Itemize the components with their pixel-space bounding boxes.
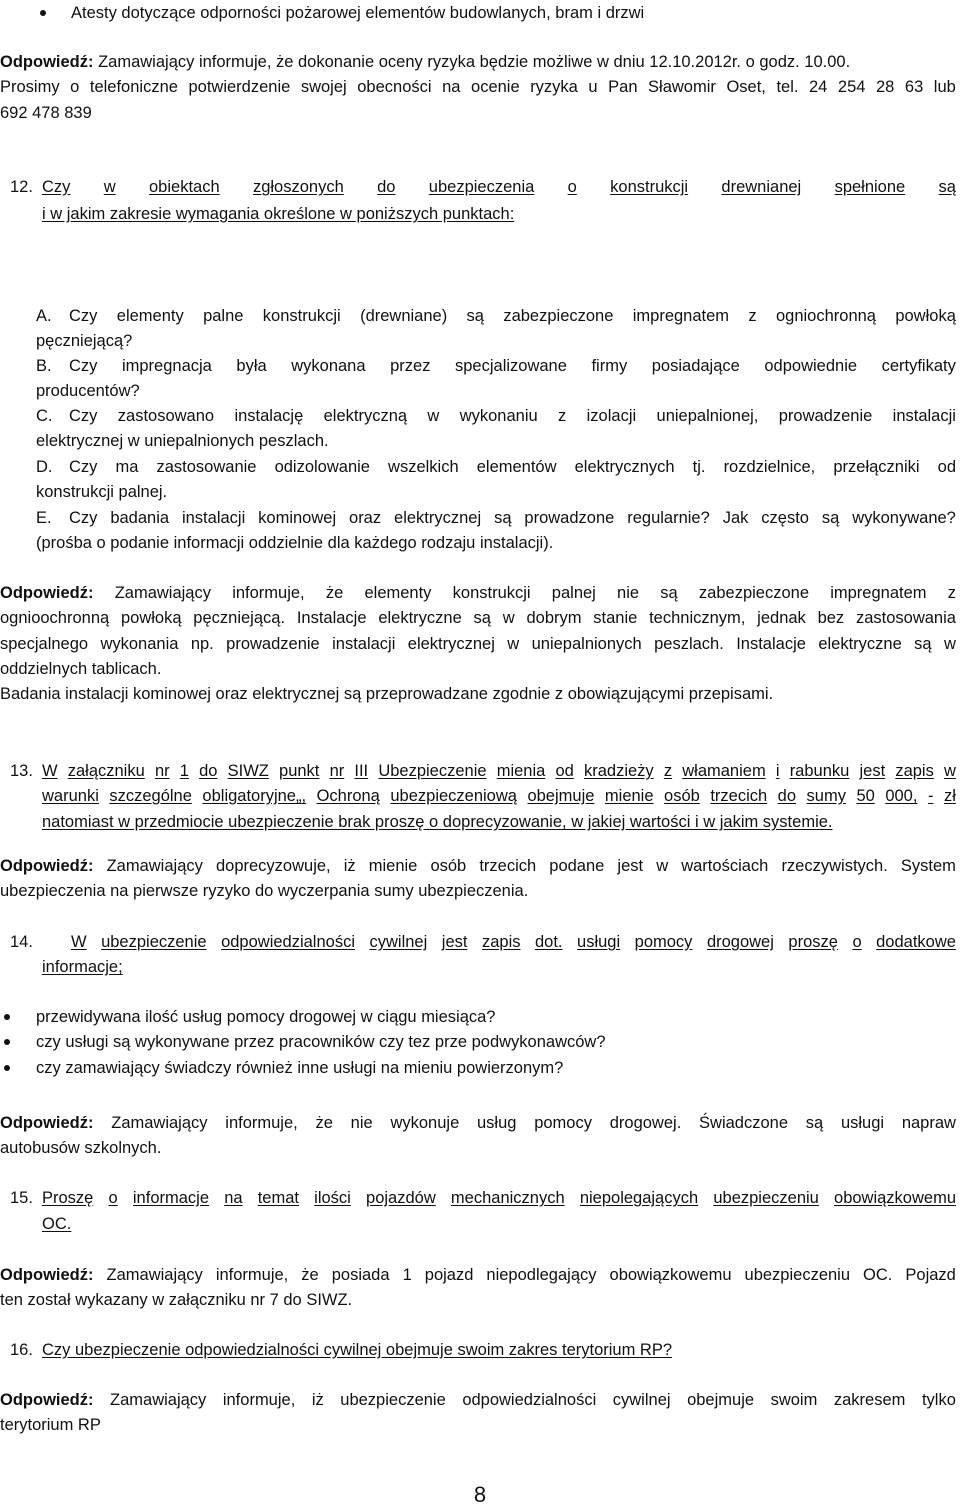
word: powłoką — [895, 307, 956, 325]
subquestion-c-letter: C. — [36, 407, 53, 425]
word: punkt — [279, 762, 320, 780]
question-15-line-2: OC. — [42, 1215, 72, 1233]
word: zapis — [481, 933, 521, 951]
word: jest — [441, 933, 468, 951]
word: są — [473, 609, 491, 627]
word: prowadzenie — [778, 407, 873, 425]
word: usługi — [840, 1114, 885, 1132]
answer-15-line-1 — [0, 1265, 956, 1285]
word: iż — [343, 857, 356, 875]
word: ryzyka — [530, 78, 578, 96]
word: rabunku — [789, 762, 850, 780]
word: o — [70, 78, 80, 96]
word: przez — [390, 357, 431, 375]
word: trzecich — [479, 857, 537, 875]
word: impregnatem — [830, 584, 927, 602]
bullet-marker — [4, 1014, 10, 1020]
word: w — [502, 609, 515, 627]
word: regularnie? — [627, 509, 710, 527]
subquestion-b-letter: B. — [36, 357, 52, 375]
word: informuje, — [225, 1114, 298, 1132]
word: zabezpieczone — [503, 307, 614, 325]
word: impregnacja — [121, 357, 212, 375]
word: Czy — [69, 407, 98, 425]
word: zastosowanie — [156, 458, 257, 476]
word: wykonywane? — [852, 509, 956, 527]
word: telefoniczne — [89, 78, 178, 96]
word: mechanicznych — [450, 1189, 565, 1207]
word: przełączniki — [833, 458, 920, 476]
word: Sławomir — [648, 78, 716, 96]
word: System — [900, 857, 956, 875]
answer-11-line-3: 692 478 839 — [0, 104, 92, 122]
word: drewnianej — [721, 178, 802, 196]
word: są — [494, 509, 512, 527]
word: lub — [933, 78, 956, 96]
answer-label: Odpowiedź: — [0, 1114, 94, 1132]
word: drogowej — [706, 933, 774, 951]
word: Zamawiający — [110, 1391, 207, 1409]
word: pęczniejącą. — [193, 609, 286, 627]
question-14-bullet: czy zamawiający świadczy również inne usługi na mieniu powierzonym? — [36, 1059, 564, 1077]
word: instalacji — [181, 509, 246, 527]
word: cywilnej — [612, 1391, 671, 1409]
word: zgłoszonych — [252, 178, 344, 196]
question-13-line-2 — [42, 786, 956, 806]
word: elementów — [476, 458, 557, 476]
word: z — [947, 584, 956, 602]
word: że — [301, 1266, 319, 1284]
word: drogowej. — [609, 1114, 682, 1132]
word: wykonana — [291, 357, 366, 375]
word: elektrycznej — [394, 509, 482, 527]
word: niepolegających — [579, 1189, 699, 1207]
word: w — [944, 762, 956, 780]
word: wszelkich — [388, 458, 459, 476]
word: w — [656, 857, 669, 875]
word: Czy — [69, 307, 98, 325]
word: do — [777, 787, 797, 805]
word: do — [377, 178, 396, 196]
word: zakresem — [833, 1391, 906, 1409]
word: nr — [154, 762, 170, 780]
word: z — [558, 407, 567, 425]
word: są — [821, 509, 840, 527]
word: jest — [859, 762, 886, 780]
word: do — [199, 762, 218, 780]
word: instalację — [234, 407, 304, 425]
word: zastosowano — [117, 407, 215, 425]
word: jest — [617, 857, 644, 875]
word: ognioochronną — [0, 609, 110, 627]
subquestion-b-line-1 — [69, 356, 956, 376]
word: prowadzone — [524, 509, 615, 527]
word: obligatoryjne„, — [202, 787, 307, 805]
word: Ubezpieczenie — [378, 762, 487, 780]
word: tylko — [921, 1391, 956, 1409]
word: wykonaniu — [459, 407, 538, 425]
word: często — [761, 509, 809, 527]
word: informuje, — [215, 1266, 289, 1284]
word: dobrym — [526, 609, 582, 627]
answer-13-line-1 — [0, 856, 956, 876]
subquestion-a-line-1 — [69, 306, 956, 326]
word: odpowiednie — [764, 357, 858, 375]
word: pojazdów — [366, 1189, 436, 1207]
word: zł — [943, 787, 956, 805]
word: W — [42, 762, 58, 780]
word: elektrycznych — [574, 458, 675, 476]
word: uniepalnionej, — [656, 407, 759, 425]
word: swoim — [770, 1391, 818, 1409]
word: posiadające — [651, 357, 740, 375]
word: wykonuje — [390, 1114, 460, 1132]
word: swojej — [300, 78, 347, 96]
word: ubezpieczeniu — [713, 1189, 819, 1207]
word: Zamawiający — [111, 1114, 208, 1132]
word: OC. — [863, 1266, 893, 1284]
word: Czy — [69, 509, 98, 527]
word: elektryczną — [323, 407, 408, 425]
word: odizolowanie — [274, 458, 370, 476]
word: na — [224, 1189, 243, 1207]
word: zastosowania — [855, 609, 956, 627]
word: obiektach — [149, 178, 220, 196]
word: Jak — [722, 509, 749, 527]
question-16-number: 16. — [10, 1341, 33, 1359]
word: doprecyzowuje, — [215, 857, 331, 875]
word: Proszę — [42, 1189, 94, 1207]
word: obejmuje — [687, 1391, 755, 1409]
word: kradzieży — [583, 762, 654, 780]
word: Ochroną — [316, 787, 380, 805]
word: konstrukcji — [610, 178, 689, 196]
word: 1 — [179, 762, 189, 780]
word: mienie — [368, 857, 418, 875]
word: Pojazd — [905, 1266, 956, 1284]
subquestion-d-line-1 — [69, 457, 956, 477]
subquestion-e-line-2: (prośba o podanie informacji oddzielnie dla każdego rodzaju instalacji). — [36, 534, 554, 552]
answer-16-line-2: terytorium RP — [0, 1416, 101, 1434]
subquestion-b-line-2: producentów? — [36, 382, 140, 400]
word: specjalizowane — [455, 357, 567, 375]
word: izolacji — [586, 407, 637, 425]
word: prowadzenie — [226, 635, 320, 653]
word: wykonania — [100, 635, 179, 653]
word: załączniku — [67, 762, 145, 780]
word: są — [914, 635, 932, 653]
word: z — [748, 307, 757, 325]
answer-label: Odpowiedź: — [0, 1266, 94, 1284]
question-12-number: 12. — [10, 178, 33, 196]
word: są — [805, 1114, 824, 1132]
word: nie — [617, 584, 640, 602]
answer-label: Odpowiedź: — [0, 857, 94, 875]
question-15-line-1 — [42, 1188, 956, 1208]
word: Zamawiający — [106, 1266, 203, 1284]
word: mienia — [496, 762, 546, 780]
word: tel. — [776, 78, 799, 96]
question-13-number: 13. — [10, 762, 33, 780]
word: elementy — [364, 584, 432, 602]
word: elektryczne — [378, 609, 462, 627]
word: cywilnej — [369, 933, 428, 951]
word: kominowej — [258, 509, 337, 527]
word: ilości — [314, 1189, 351, 1207]
word: i — [775, 762, 780, 780]
word: 63 — [904, 78, 924, 96]
word: są — [660, 584, 678, 602]
word: ubezpieczeniu — [744, 1266, 851, 1284]
answer-12-line-5: Badania instalacji kominowej oraz elektrycznej są przeprowadzane zgodnie z obowiązującymi przepisami. — [0, 685, 774, 703]
word: bez — [817, 609, 845, 627]
answer-14-line-1 — [0, 1113, 956, 1133]
word: spełnione — [834, 178, 906, 196]
subquestion-d-letter: D. — [36, 458, 53, 476]
word: dodatkowe — [876, 933, 956, 951]
subquestion-a-letter: A. — [36, 307, 52, 325]
word: firmy — [591, 357, 628, 375]
word: podane — [549, 857, 605, 875]
word: od — [555, 762, 574, 780]
answer-15-line-2: ten został wykazany w załączniku nr 7 do SIWZ. — [0, 1291, 353, 1309]
word: wartościach — [681, 857, 769, 875]
word: powłoką — [120, 609, 182, 627]
page-number: 8 — [473, 1482, 487, 1507]
question-16-line-1: Czy ubezpieczenie odpowiedzialności cywilnej obejmuje swoim zakres terytorium RP? — [42, 1341, 673, 1359]
word: trzecich — [710, 787, 768, 805]
bullet-marker — [4, 1039, 10, 1045]
subquestion-c-line-1 — [69, 406, 956, 426]
word: oraz — [349, 509, 382, 527]
word: odpowiedzialności — [462, 1391, 597, 1409]
word: są — [466, 307, 484, 325]
word: (drewniane) — [360, 307, 448, 325]
answer-12-line-4: oddzielnych tablicach. — [0, 660, 162, 678]
word: rozdzielnice, — [723, 458, 816, 476]
word: mienie — [604, 787, 654, 805]
answer-12-line-2 — [0, 608, 956, 628]
answer-11-line-1: Odpowiedź: Zamawiający informuje, że dokonanie oceny ryzyka będzie możliwe w dniu 12.10.2012r. o godz. 10.00. — [0, 53, 851, 71]
word: stanie — [593, 609, 638, 627]
question-15-number: 15. — [10, 1189, 33, 1207]
word: palnej — [551, 584, 596, 602]
word: szczególne — [109, 787, 192, 805]
word: impregnatem — [632, 307, 730, 325]
word: informacje — [132, 1189, 210, 1207]
word: Prosimy — [0, 78, 60, 96]
word: elementy — [116, 307, 184, 325]
word: Instalacje — [296, 609, 367, 627]
word: 254 — [837, 78, 866, 96]
word: 000, — [885, 787, 918, 805]
word: jednak — [757, 609, 806, 627]
word: palne — [203, 307, 244, 325]
word: o — [567, 178, 577, 196]
word: potwierdzenie — [188, 78, 291, 96]
word: ocenie — [471, 78, 520, 96]
word: Zamawiający — [106, 857, 203, 875]
question-13-line-3: natomiast w przedmiocie ubezpieczenie brak proszę o doprecyzowanie, w jakiej wartości i w jakim systemie. — [42, 813, 833, 831]
word: III — [354, 762, 369, 780]
word: osób — [430, 857, 467, 875]
answer-12-line-1 — [0, 583, 956, 603]
word: Czy — [42, 178, 71, 196]
word: informuje, — [222, 1391, 296, 1409]
subquestion-d-line-2: konstrukcji palnej. — [36, 483, 168, 501]
word: instalacji — [892, 407, 956, 425]
word: W — [71, 933, 87, 951]
question-14-number: 14. — [10, 933, 33, 951]
word: Zamawiający — [114, 584, 211, 602]
word: SIWZ — [227, 762, 269, 780]
word: temat — [257, 1189, 299, 1207]
word: w — [943, 635, 956, 653]
question-12-line-2: i w jakim zakresie wymagania określone w poniższych punktach: — [42, 205, 515, 223]
word: certyfikaty — [881, 357, 956, 375]
question-14-line-1 — [71, 932, 956, 952]
word: nr — [329, 762, 345, 780]
word: że — [315, 1114, 333, 1132]
word: w — [427, 407, 440, 425]
answer-14-line-2: autobusów szkolnych. — [0, 1139, 162, 1157]
question-13-line-1 — [42, 761, 956, 781]
word: instalacji — [332, 635, 396, 653]
word: ubezpieczenie — [340, 1391, 446, 1409]
word: pomocy — [534, 1114, 592, 1132]
word: osób — [664, 787, 700, 805]
word: technicznym, — [649, 609, 746, 627]
word: ubezpieczenie — [101, 933, 207, 951]
word: pomocy — [634, 933, 693, 951]
word: napraw — [901, 1114, 956, 1132]
word: ubezpieczenia — [428, 178, 535, 196]
word: elektryczne — [818, 635, 902, 653]
question-14-bullet: przewidywana ilość usług pomocy drogowej w ciągu miesiąca? — [36, 1008, 496, 1026]
word: była — [236, 357, 267, 375]
word: peszlach. — [654, 635, 724, 653]
word: posiada — [331, 1266, 390, 1284]
word: z — [663, 762, 673, 780]
word: Czy — [69, 458, 98, 476]
word: konstrukcji — [452, 584, 531, 602]
word: w — [103, 178, 116, 196]
word: specjalnego — [0, 635, 89, 653]
word: ogniochronną — [775, 307, 876, 325]
word: 50 — [856, 787, 875, 805]
word: 28 — [875, 78, 895, 96]
answer-11-line-2 — [0, 77, 956, 97]
question-14-bullet: czy usługi są wykonywane przez pracowników czy tez prze podwykonawców? — [36, 1033, 606, 1051]
word: usług — [477, 1114, 517, 1132]
word: na — [442, 78, 461, 96]
word: rzeczywistych. — [781, 857, 888, 875]
word: uniepalnionych — [531, 635, 642, 653]
word: włamaniem — [682, 762, 766, 780]
question-12-line-1 — [42, 177, 956, 197]
word: nie — [350, 1114, 373, 1132]
word: obecności — [357, 78, 432, 96]
bullet-marker — [40, 10, 46, 16]
word: ubezpieczeniową — [390, 787, 517, 805]
word: obowiązkowemu — [834, 1189, 956, 1207]
word: - — [927, 787, 934, 805]
answer-label: Odpowiedź: — [0, 53, 94, 71]
question-14-line-2: informacje; — [42, 958, 123, 976]
bullet-text: Atesty dotyczące odporności pożarowej elementów budowlanych, bram i drzwi — [71, 4, 645, 22]
word: badania — [110, 509, 170, 527]
word: dot. — [535, 933, 563, 951]
word: 1 — [402, 1266, 412, 1284]
word: iż — [311, 1391, 324, 1409]
word: sumy — [806, 787, 846, 805]
answer-label: Odpowiedź: — [0, 1391, 94, 1409]
word: Czy — [69, 357, 98, 375]
word: elektrycznej — [407, 635, 495, 653]
word: zapis — [895, 762, 934, 780]
word: odpowiedzialności — [221, 933, 355, 951]
word: od — [937, 458, 956, 476]
word: 24 — [809, 78, 828, 96]
word: Świadczone — [699, 1114, 789, 1132]
word: niepodlegający — [486, 1266, 597, 1284]
answer-16-line-1 — [0, 1390, 956, 1410]
word: tj. — [692, 458, 706, 476]
word: warunki — [42, 787, 99, 805]
word: o — [852, 933, 862, 951]
word: informuje, — [232, 584, 305, 602]
answer-12-line-3 — [0, 634, 956, 654]
answer-13-line-2: ubezpieczenia na pierwsze ryzyko do wyczerpania sumy ubezpieczenia. — [0, 882, 529, 900]
word: są — [938, 178, 956, 196]
bullet-marker — [4, 1065, 10, 1071]
word: o — [108, 1189, 118, 1207]
word: Pan — [608, 78, 638, 96]
word: u — [588, 78, 598, 96]
word: zabezpieczone — [698, 584, 809, 602]
word: Instalacje — [736, 635, 806, 653]
word: że — [325, 584, 344, 602]
word: ma — [115, 458, 139, 476]
word: konstrukcji — [262, 307, 341, 325]
subquestion-c-line-2: elektrycznej w uniepalnionych peszlach. — [36, 432, 329, 450]
subquestion-a-line-2: pęczniejącą? — [36, 332, 133, 350]
word: usługi — [577, 933, 621, 951]
word: pojazd — [424, 1266, 474, 1284]
word: w — [507, 635, 520, 653]
word: np. — [190, 635, 214, 653]
word: obejmuje — [527, 787, 595, 805]
word: Oset, — [726, 78, 766, 96]
word: proszę — [788, 933, 838, 951]
answer-label: Odpowiedź: — [0, 584, 94, 602]
subquestion-e-line-1 — [69, 508, 956, 528]
subquestion-e-letter: E. — [36, 509, 52, 527]
word: obowiązkowemu — [609, 1266, 732, 1284]
